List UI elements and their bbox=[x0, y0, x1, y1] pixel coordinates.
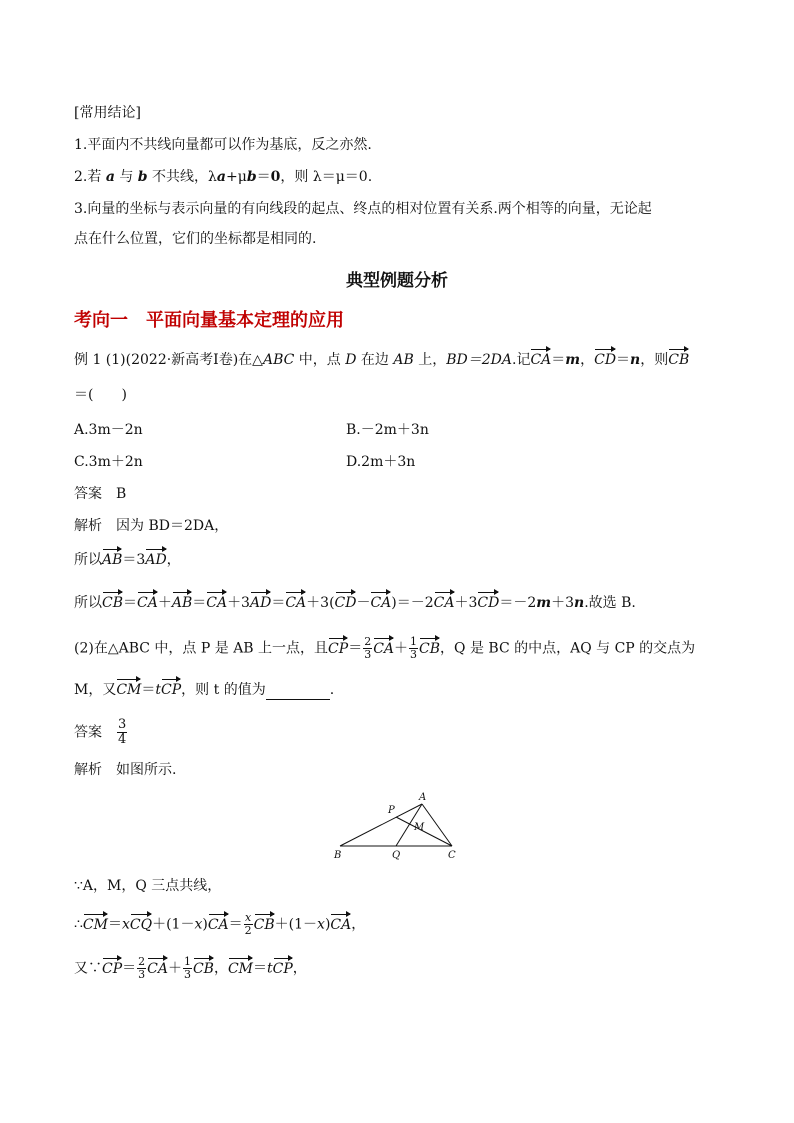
option-c: C.3m＋2n bbox=[74, 454, 143, 470]
option-a: A.3m－2n bbox=[74, 422, 143, 438]
example2-step1: ∵A，M，Q 三点共线， bbox=[74, 878, 222, 894]
conclusion-item-2: 2.若 a 与 b 不共线，λa+μb＝0，则 λ＝μ＝0. bbox=[74, 169, 373, 185]
example2-answer: 答案 $\frac{3}{4}$ bbox=[74, 717, 127, 747]
label-M: M bbox=[414, 822, 425, 833]
conclusion-item-3-line2: 点在什么位置，它们的坐标都是相同的. bbox=[74, 231, 317, 247]
answer-blank bbox=[266, 685, 330, 700]
label-Q: Q bbox=[392, 850, 401, 861]
conclusion-item-1: 1.平面内不共线向量都可以作为基底，反之亦然. bbox=[74, 137, 372, 153]
example2-step3: 又∵CP＝ $\frac{2}{3}$ CA＋ $\frac{1}{3}$ CB，CM＝tCP， bbox=[74, 955, 307, 981]
triangle-diagram bbox=[330, 788, 470, 868]
example2-stem-line1: (2)在△ABC 中，点 P 是 AB 上一点，且CP＝ $\frac{2}{3}$ CA＋ $\frac{1}{3}$ CB，Q 是 BC 的中点，AQ 与 CP 的交点为 bbox=[74, 635, 696, 661]
label-P: P bbox=[388, 805, 395, 816]
topic-title: 考向一 平面向量基本定理的应用 bbox=[74, 310, 344, 331]
example1-paren: ＝( ) bbox=[74, 387, 127, 403]
section-title: 典型例题分析 bbox=[346, 271, 448, 291]
conclusions-heading: [常用结论] bbox=[74, 105, 141, 121]
example2-analysis: 解析 如图所示. bbox=[74, 762, 177, 778]
example1-answer: 答案 B bbox=[74, 486, 127, 502]
label-A: A bbox=[419, 792, 427, 803]
label-B: B bbox=[334, 850, 342, 861]
option-b: B.－2m＋3n bbox=[346, 422, 429, 438]
label-C: C bbox=[448, 850, 456, 861]
conclusion-item-3-line1: 3.向量的坐标与表示向量的有向线段的起点、终点的相对位置有关系.两个相等的向量，无论起 bbox=[74, 201, 652, 217]
example1-analysis-step2: 所以AB＝3AD， bbox=[74, 552, 181, 568]
example2-step2: ∴CM＝xCQ＋(1－x)CA＝ $\frac{x}{2}$ CB＋(1－x)CA， bbox=[74, 911, 366, 937]
example1-analysis: 解析 因为 BD＝2DA， bbox=[74, 518, 229, 534]
segment-AC bbox=[422, 804, 452, 846]
example2-stem-line2: M，又CM＝tCP，则 t 的值为 . bbox=[74, 682, 335, 698]
option-d: D.2m＋3n bbox=[346, 454, 416, 470]
segment-BA bbox=[340, 804, 422, 846]
example1-analysis-step3: 所以CB＝CA＋AB＝CA＋3AD＝CA＋3(CD－CA)＝－2CA＋3CD＝－2m＋3n.故选 B. bbox=[74, 595, 636, 611]
example1-stem: 例 1 (1)(2022·新高考Ⅰ卷)在△ABC 中，点 D 在边 AB 上，BD＝2DA.记CA＝m，CD＝n，则CB bbox=[74, 352, 690, 368]
